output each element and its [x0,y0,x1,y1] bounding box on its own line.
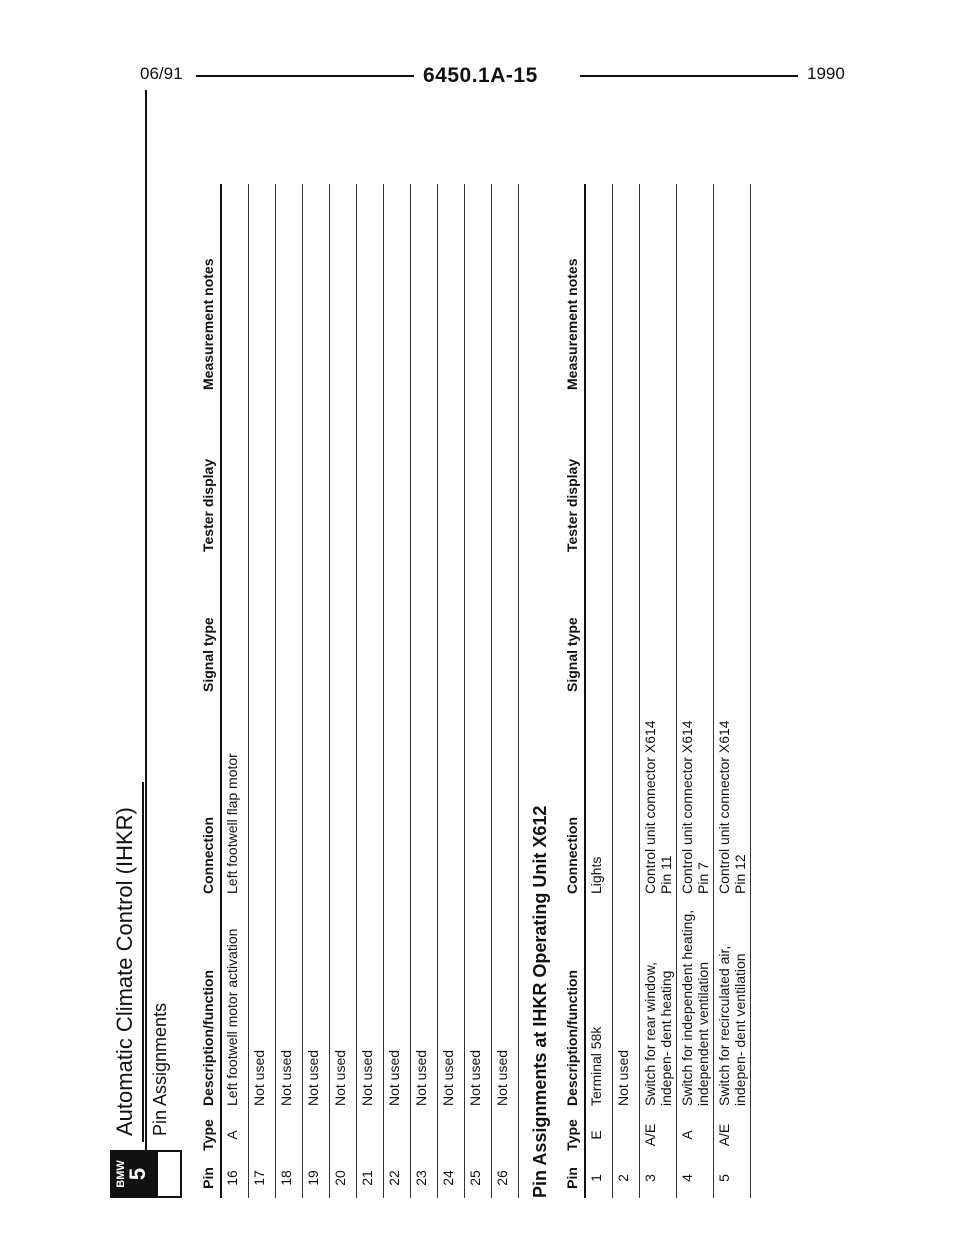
col-tester-display: Tester display [198,396,221,558]
title-underline [142,782,144,1142]
type-cell [303,1112,330,1158]
signal-cell [465,558,492,698]
connection-cell [303,698,330,900]
type-cell [411,1112,438,1158]
connection-cell [384,698,411,900]
pin-cell: 23 [411,1158,438,1198]
pin-cell: 2 [613,1158,640,1198]
type-cell [465,1112,492,1158]
tester-cell [384,396,411,558]
notes-cell [303,184,330,396]
notes-cell [613,184,640,396]
table-header-row [562,184,585,1198]
pin-cell: 17 [249,1158,276,1198]
pin-cell: 18 [276,1158,303,1198]
connection-cell [249,698,276,900]
pin-cell: 22 [384,1158,411,1198]
tester-cell [438,396,465,558]
pin-cell: 16 [221,1158,249,1198]
description-cell: Not used [357,900,384,1112]
tester-cell [714,396,751,558]
table-row [465,184,492,1198]
rotated-page-content [110,88,830,1198]
connection-cell [438,698,465,900]
pin-cell: 1 [585,1158,613,1198]
pin-table-2 [562,184,751,1198]
signal-cell [411,558,438,698]
notes-cell [384,184,411,396]
description-cell: Not used [465,900,492,1112]
table-row [276,184,303,1198]
signal-cell [438,558,465,698]
description-cell: Not used [411,900,438,1112]
pin-cell: 26 [492,1158,519,1198]
connection-cell: Control unit connector X614 Pin 12 [714,698,751,900]
connection-cell: Control unit connector X614 Pin 11 [640,698,677,900]
col-type: Type [198,1112,221,1158]
tester-cell [677,396,714,558]
pin-cell: 5 [714,1158,751,1198]
col-measurement-notes: Measurement notes [562,184,585,396]
col-description: Description/function [198,900,221,1112]
signal-cell [585,558,613,698]
col-type: Type [562,1112,585,1158]
col-pin: Pin [562,1158,585,1198]
col-tester-display: Tester display [562,396,585,558]
table-row [640,184,677,1198]
pin-cell: 21 [357,1158,384,1198]
col-pin: Pin [198,1158,221,1198]
signal-cell [276,558,303,698]
connection-cell [411,698,438,900]
type-cell: A/E [640,1112,677,1158]
description-cell: Not used [492,900,519,1112]
signal-cell [640,558,677,698]
type-cell [384,1112,411,1158]
signal-cell [357,558,384,698]
description-cell: Terminal 58k [585,900,613,1112]
description-cell: Switch for rear window, indepen- dent heating [640,900,677,1112]
table-row [585,184,613,1198]
pin-cell: 19 [303,1158,330,1198]
signal-cell [221,558,249,698]
connection-cell [276,698,303,900]
description-cell: Not used [249,900,276,1112]
connection-cell [330,698,357,900]
table-row [303,184,330,1198]
col-description: Description/function [562,900,585,1112]
connection-cell: Left footwell flap motor [221,698,249,900]
type-cell: E [585,1112,613,1158]
pin-cell: 3 [640,1158,677,1198]
type-cell: A [221,1112,249,1158]
pin-cell: 24 [438,1158,465,1198]
description-cell: Not used [276,900,303,1112]
pin-cell: 20 [330,1158,357,1198]
notes-cell [249,184,276,396]
type-cell: A/E [714,1112,751,1158]
section-title-x612: Pin Assignments at IHKR Operating Unit X612 [530,805,550,1198]
signal-cell [492,558,519,698]
pin-cell: 4 [677,1158,714,1198]
col-signal-type: Signal type [198,558,221,698]
table-row [249,184,276,1198]
logo-frame [154,1150,182,1198]
signal-cell [249,558,276,698]
header-rule-right [580,75,798,77]
connection-cell [613,698,640,900]
notes-cell [438,184,465,396]
tester-cell [492,396,519,558]
notes-cell [677,184,714,396]
signal-cell [714,558,751,698]
pin-cell: 25 [465,1158,492,1198]
connection-cell [492,698,519,900]
connection-cell [357,698,384,900]
table-row [492,184,519,1198]
tester-cell [221,396,249,558]
notes-cell [585,184,613,396]
tester-cell [249,396,276,558]
tester-cell [357,396,384,558]
tester-cell [303,396,330,558]
description-cell: Switch for independent heating, independent ventilation [677,900,714,1112]
connection-cell: Control unit connector X614 Pin 7 [677,698,714,900]
description-cell: Not used [384,900,411,1112]
tester-cell [640,396,677,558]
description-cell: Left footwell motor activation [221,900,249,1112]
header-rule-left [196,75,414,77]
notes-cell [357,184,384,396]
table-row [438,184,465,1198]
connection-cell: Lights [585,698,613,900]
col-signal-type: Signal type [562,558,585,698]
description-cell: Not used [438,900,465,1112]
tester-cell [613,396,640,558]
table-row [357,184,384,1198]
signal-cell [613,558,640,698]
notes-cell [276,184,303,396]
pin-table-1 [198,184,519,1198]
notes-cell [221,184,249,396]
notes-cell [492,184,519,396]
header-date: 06/91 [140,64,183,83]
type-cell [249,1112,276,1158]
col-measurement-notes: Measurement notes [198,184,221,396]
description-cell: Not used [330,900,357,1112]
table-row [411,184,438,1198]
notes-cell [330,184,357,396]
type-cell [330,1112,357,1158]
table-row [384,184,411,1198]
type-cell [357,1112,384,1158]
tester-cell [585,396,613,558]
table-row [714,184,751,1198]
description-cell: Not used [303,900,330,1112]
type-cell: A [677,1112,714,1158]
notes-cell [640,184,677,396]
type-cell [438,1112,465,1158]
signal-cell [303,558,330,698]
logo-series: 5 [125,1167,150,1181]
tester-cell [276,396,303,558]
type-cell [276,1112,303,1158]
signal-cell [330,558,357,698]
connection-cell [465,698,492,900]
page-title: Automatic Climate Control (IHKR) [112,807,137,1136]
page-subtitle: Pin Assignments [150,1002,170,1136]
signal-cell [384,558,411,698]
table-row [677,184,714,1198]
logo-brand: BMW [115,1160,127,1188]
tester-cell [465,396,492,558]
notes-cell [714,184,751,396]
table-row [221,184,249,1198]
col-connection: Connection [562,698,585,900]
table-row [613,184,640,1198]
table-row [330,184,357,1198]
type-cell [492,1112,519,1158]
tester-cell [411,396,438,558]
table-header-row [198,184,221,1198]
col-connection: Connection [198,698,221,900]
tester-cell [330,396,357,558]
header-code: 6450.1A-15 [423,64,538,87]
header-year: 1990 [807,64,845,83]
description-cell: Switch for recirculated air, indepen- dent ventilation [714,900,751,1112]
signal-cell [677,558,714,698]
notes-cell [411,184,438,396]
notes-cell [465,184,492,396]
bmw-logo [110,1150,158,1198]
type-cell [613,1112,640,1158]
description-cell: Not used [613,900,640,1112]
